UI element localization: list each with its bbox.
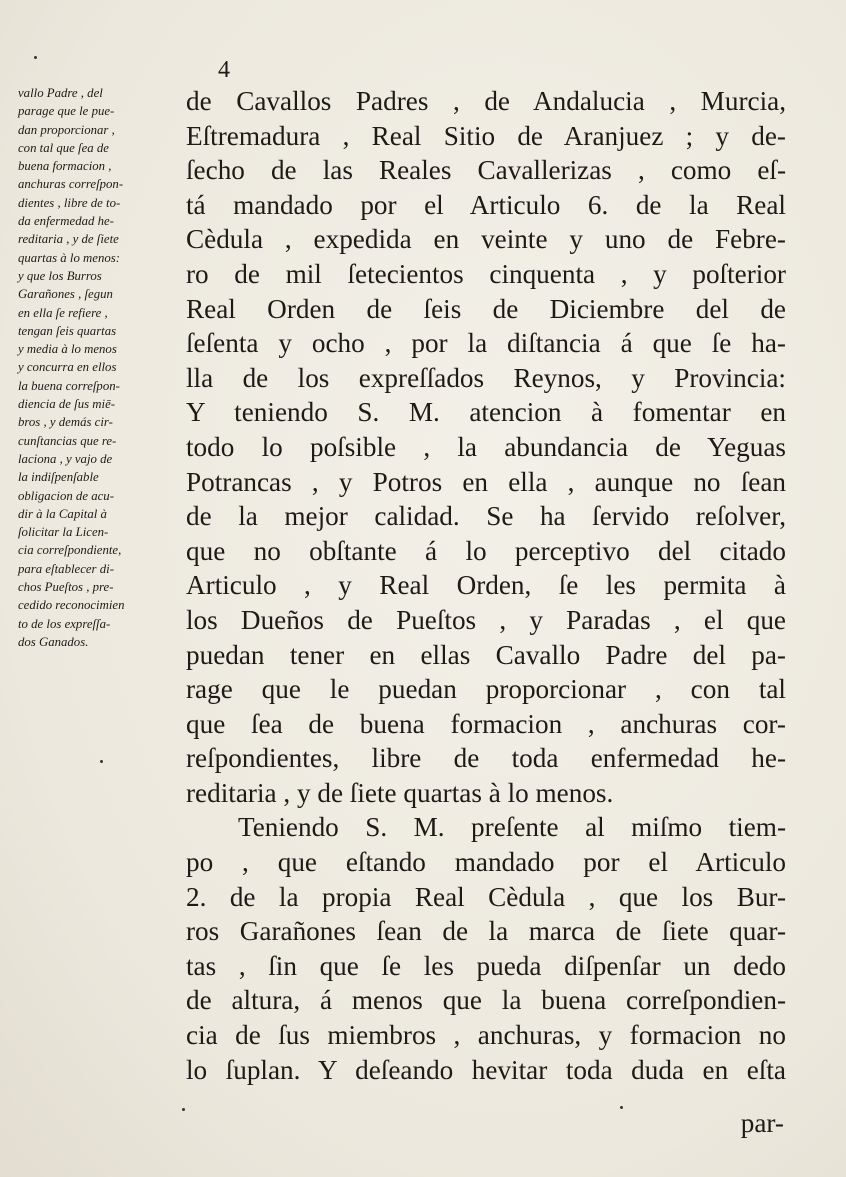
margin-note-line: parage que le pue- bbox=[18, 104, 115, 119]
margin-note-line: dos Ganados. bbox=[18, 634, 89, 649]
margin-note-line: diencia de ſus miē- bbox=[18, 397, 116, 412]
text-line: los Dueños de Pueſtos , y Paradas , el que bbox=[186, 604, 786, 635]
margin-note-line: ſolicitar la Licen- bbox=[18, 525, 109, 540]
text-line: puedan tener en ellas Cavallo Padre del pa- bbox=[186, 639, 786, 670]
margin-note-line: cunſtancias que re- bbox=[18, 433, 117, 448]
text-line: Eſtremadura , Real Sitio de Aranjuez ; y de- bbox=[186, 120, 786, 151]
text-line: Real Orden de ſeis de Diciembre del de bbox=[186, 293, 786, 324]
text-line: de altura, á menos que la buena correſpondien- bbox=[186, 985, 786, 1016]
text-line: lo ſuplan. Y deſeando hevitar toda duda en eſta bbox=[186, 1054, 786, 1085]
text-line: de Cavallos Padres , de Andalucia , Murcia, bbox=[186, 86, 786, 116]
margin-note-line: reditaria , y de ſiete bbox=[18, 232, 119, 247]
margin-note-line: para eſtablecer di- bbox=[18, 561, 114, 576]
text-line: de la mejor calidad. Se ha ſervido reſolver, bbox=[186, 501, 786, 532]
text-line: Teniendo S. M. preſente al miſmo tiem- bbox=[238, 812, 786, 843]
margin-note-line: con tal que ſea de bbox=[18, 140, 109, 155]
margin-note-line: dir à la Capital à bbox=[18, 506, 107, 521]
text-line: rage que le puedan proporcionar , con tal bbox=[186, 674, 786, 705]
margin-note-line: cedido reconocimien bbox=[18, 598, 125, 613]
margin-note-line: cia correſpondiente, bbox=[18, 543, 122, 558]
text-line: que ſea de buena formacion , anchuras cor- bbox=[186, 708, 786, 739]
text-line: ros Garañones ſean de la marca de ſiete quar- bbox=[186, 916, 786, 947]
margin-note-line: chos Pueſtos , pre- bbox=[18, 580, 114, 595]
margin-note-line: tengan ſeis quartas bbox=[18, 323, 117, 338]
text-line: ſeſenta y ocho , por la diſtancia á que ſe ha- bbox=[186, 328, 786, 359]
margin-note-line: vallo Padre , del bbox=[18, 86, 103, 100]
text-line: tas , ſin que ſe les pueda diſpenſar un dedo bbox=[186, 950, 786, 981]
ink-speck bbox=[100, 760, 103, 763]
text-line: cia de ſus miembros , anchuras, y formacion no bbox=[186, 1020, 786, 1051]
margin-note-line: la indiſpenſable bbox=[18, 470, 99, 485]
body-text bbox=[186, 84, 786, 1087]
text-line: reſpondientes, libre de toda enfermedad he- bbox=[186, 743, 786, 774]
margin-note-line: en ella ſe refiere , bbox=[18, 305, 108, 320]
margin-note-line: y concurra en ellos bbox=[18, 360, 117, 375]
text-line: reditaria , y de ſiete quartas à lo menos. bbox=[186, 777, 614, 808]
margin-note-line: to de los expreſſa- bbox=[18, 616, 111, 631]
margin-note-line: Garañones , ſegun bbox=[18, 287, 113, 302]
text-line: 2. de la propia Real Cèdula , que los Bur- bbox=[186, 881, 786, 912]
marginal-note bbox=[18, 84, 166, 651]
margin-note-line: obligacion de acu- bbox=[18, 488, 114, 503]
margin-note-line: bros , y demás cir- bbox=[18, 415, 113, 430]
text-line: po , que eſtando mandado por el Articulo bbox=[186, 847, 786, 878]
text-line: todo lo poſsible , la abundancia de Yeguas bbox=[186, 431, 786, 462]
page-number: 4 bbox=[218, 57, 230, 83]
margin-note-line: la buena correſpon- bbox=[18, 378, 120, 393]
ink-speck bbox=[182, 1108, 185, 1111]
ink-speck bbox=[34, 56, 37, 59]
text-line: que no obſtante á lo perceptivo del citado bbox=[186, 535, 786, 566]
margin-note-line: dientes , libre de to- bbox=[18, 195, 121, 210]
text-line: ro de mil ſetecientos cinquenta , y poſterior bbox=[186, 258, 786, 289]
catchword: par- bbox=[740, 1108, 784, 1138]
text-line: Y teniendo S. M. atencion à fomentar en bbox=[186, 397, 786, 428]
margin-note-line: y que los Burros bbox=[18, 268, 102, 283]
margin-note-line: y media à lo menos bbox=[18, 342, 117, 357]
text-line: Potrancas , y Potros en ella , aunque no ſean bbox=[186, 466, 786, 497]
margin-note-line: buena formacion , bbox=[18, 159, 112, 174]
ink-speck bbox=[620, 1106, 623, 1109]
margin-note-line: laciona , y vajo de bbox=[18, 451, 113, 466]
text-line: tá mandado por el Articulo 6. de la Real bbox=[186, 189, 786, 220]
margin-note-line: da enfermedad he- bbox=[18, 214, 114, 229]
text-line: Articulo , y Real Orden, ſe les permita à bbox=[186, 570, 786, 601]
text-line: Cèdula , expedida en veinte y uno de Febre- bbox=[186, 224, 786, 255]
margin-note-line: anchuras correſpon- bbox=[18, 177, 124, 192]
text-line: ſecho de las Reales Cavallerizas , como eſ- bbox=[186, 155, 786, 186]
text-line: lla de los expreſſados Reynos, y Provincia: bbox=[186, 362, 786, 393]
margin-note-line: quartas à lo menos: bbox=[18, 250, 121, 265]
margin-note-line: dan proporcionar , bbox=[18, 122, 115, 137]
